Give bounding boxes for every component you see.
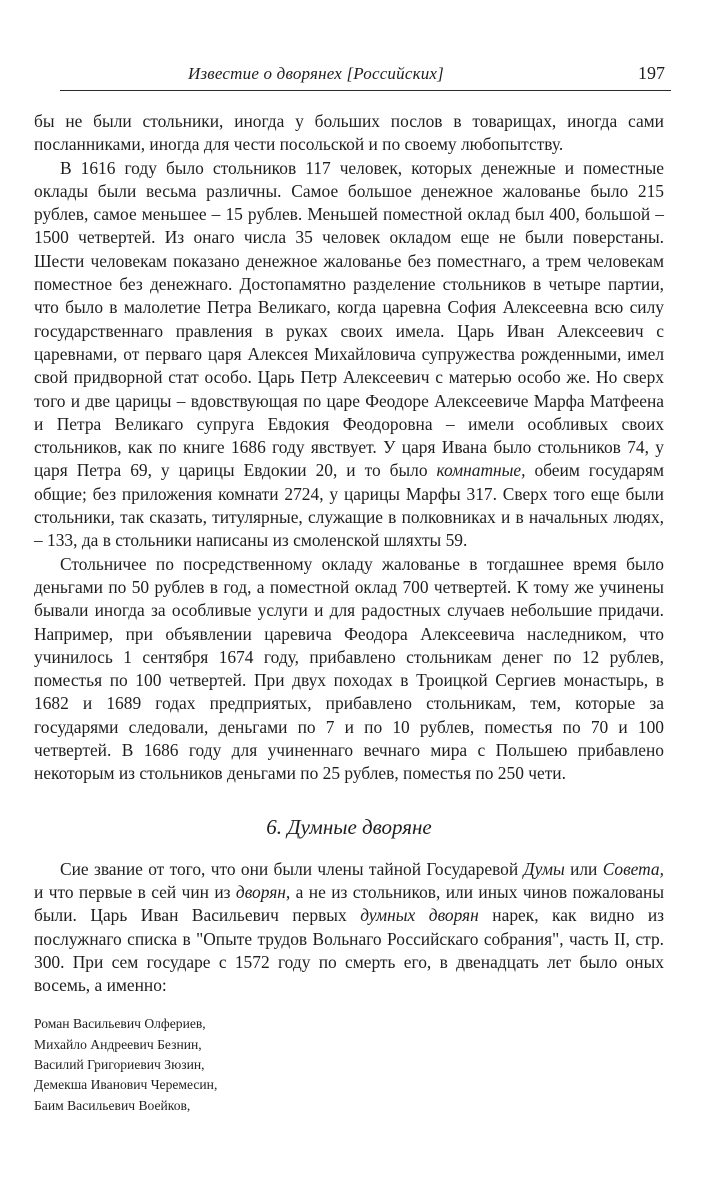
paragraph-stolniki-1616: [34, 157, 664, 553]
text-segment: Сие звание от того, что они были члены тайной Государевой: [60, 858, 524, 879]
paragraph-dumnye-dvoryane: [34, 858, 664, 998]
list-item: Роман Васильевич Олфериев,: [34, 1016, 206, 1032]
list-item: Демекша Иванович Черемесин,: [34, 1077, 218, 1093]
text-segment: и что первые в сей чин из: [34, 881, 236, 902]
text-segment: В 1616 году было стольников 117 человек, которых денежные и поместные оклады были весьма различны. Самое большое денежное жалованье было 215 рублев, самое меньшее – 15 рублев. Меньшей поместной оклад был 400, большой – 1500 четвертей. Из онаго числа 35 человек окладом еще не были поверстаны. Шести человекам показано денежное жалованье без поместнаго, а трем человекам поместное без денежнаго. Достопамятно разделение стольников в четыре партии, что было в малолетие Петра Великаго, когда царевна София Алексеевна всю силу государственнаго правления в руках своих имела. Царь Иван Алексеевич с царевнами, от перваго царя Алексея Михайловича супружества рожденными, имел свой придворной стат особо. Царь Петр Алексеевич с матерью особо же. Но сверх того и две царицы – вдовствующая по царе Феодоре Алексеевиче Марфа Матфеена и Петра Великаго супруга Евдокия Феодоровна – имели особливых своих стольников, как по книге 1686 году явствует. У царя Ивана было стольников 74, у царя Петра 69, у царицы Евдокии 20, и то было: [34, 157, 664, 481]
running-title: Известие о дворянех [Российских]: [188, 64, 444, 83]
italic-text: комнатные,: [436, 460, 526, 481]
running-header: [60, 56, 671, 91]
italic-text: дворян,: [235, 881, 291, 902]
text-segment: бы не были стольники, иногда у больших послов в товарищах, иногда сами посланниками, иногда для чести посольской и по своему любопытству.: [34, 111, 664, 155]
text-segment: или: [564, 858, 603, 879]
italic-text: Совета,: [602, 858, 664, 879]
body-text: [34, 110, 664, 1116]
list-item: Василий Григориевич Зюзин,: [34, 1056, 205, 1072]
text-segment: обеим государям общие; без приложения комнати 2724, у царицы Марфы 317. Сверх того еще были стольники, так сказать, титулярные, служащие в полковниках и в начальных людях, – 133, да в стольники написаны из смоленской шляхты 59.: [34, 460, 664, 551]
list-item: Михайло Андреевич Безнин,: [34, 1036, 202, 1052]
names-list: [34, 1014, 664, 1115]
paragraph-continuation: [34, 110, 664, 157]
list-item: Баим Васильевич Воейков,: [34, 1097, 191, 1113]
text-segment: а не из стольников, или иных чинов пожалованы были. Царь Иван Васильевич первых: [34, 881, 665, 926]
section-heading: 6. Думные дворяне: [266, 814, 432, 839]
paragraph-stolniki-salary: [34, 553, 664, 786]
page-number: 197: [638, 63, 665, 83]
italic-text: Думы: [523, 858, 565, 879]
text-segment: нарек, как видно из послужнаго списка в "Опыте трудов Вольнаго Российскаго собрания", часть II, стр. 300. При сем государе с 1572 году по смерть его, в двенадцать лет было оных восемь, а именно:: [34, 905, 664, 996]
italic-text: думных дворян: [360, 905, 479, 926]
text-segment: Стольничее по посредственному окладу жалованье в тогдашнее время было деньгами по 50 рублев в год, а поместной оклад 700 четвертей. К тому же учинены бывали иногда за особливые услуги и для радостных случаев небольшие придачи. Например, при объявлении царевича Феодора Алексеевича наследником, что учинилось 1 сентября 1674 году, прибавлено стольникам денег по 12 рублев, поместья по 100 четвертей. При двух походах в Троицкой Сергиев монастырь, в 1682 и 1689 годах предприятых, прибавлено стольникам, тем, которые за государями следовали, деньгами по 7 и по 10 рублев, поместья по 70 и 100 четвертей. В 1686 году для учиненнаго вечнаго мира с Польшею прибавлено некоторым из стольников деньгами по 25 рублев, поместья по 250 чети.: [34, 553, 664, 784]
